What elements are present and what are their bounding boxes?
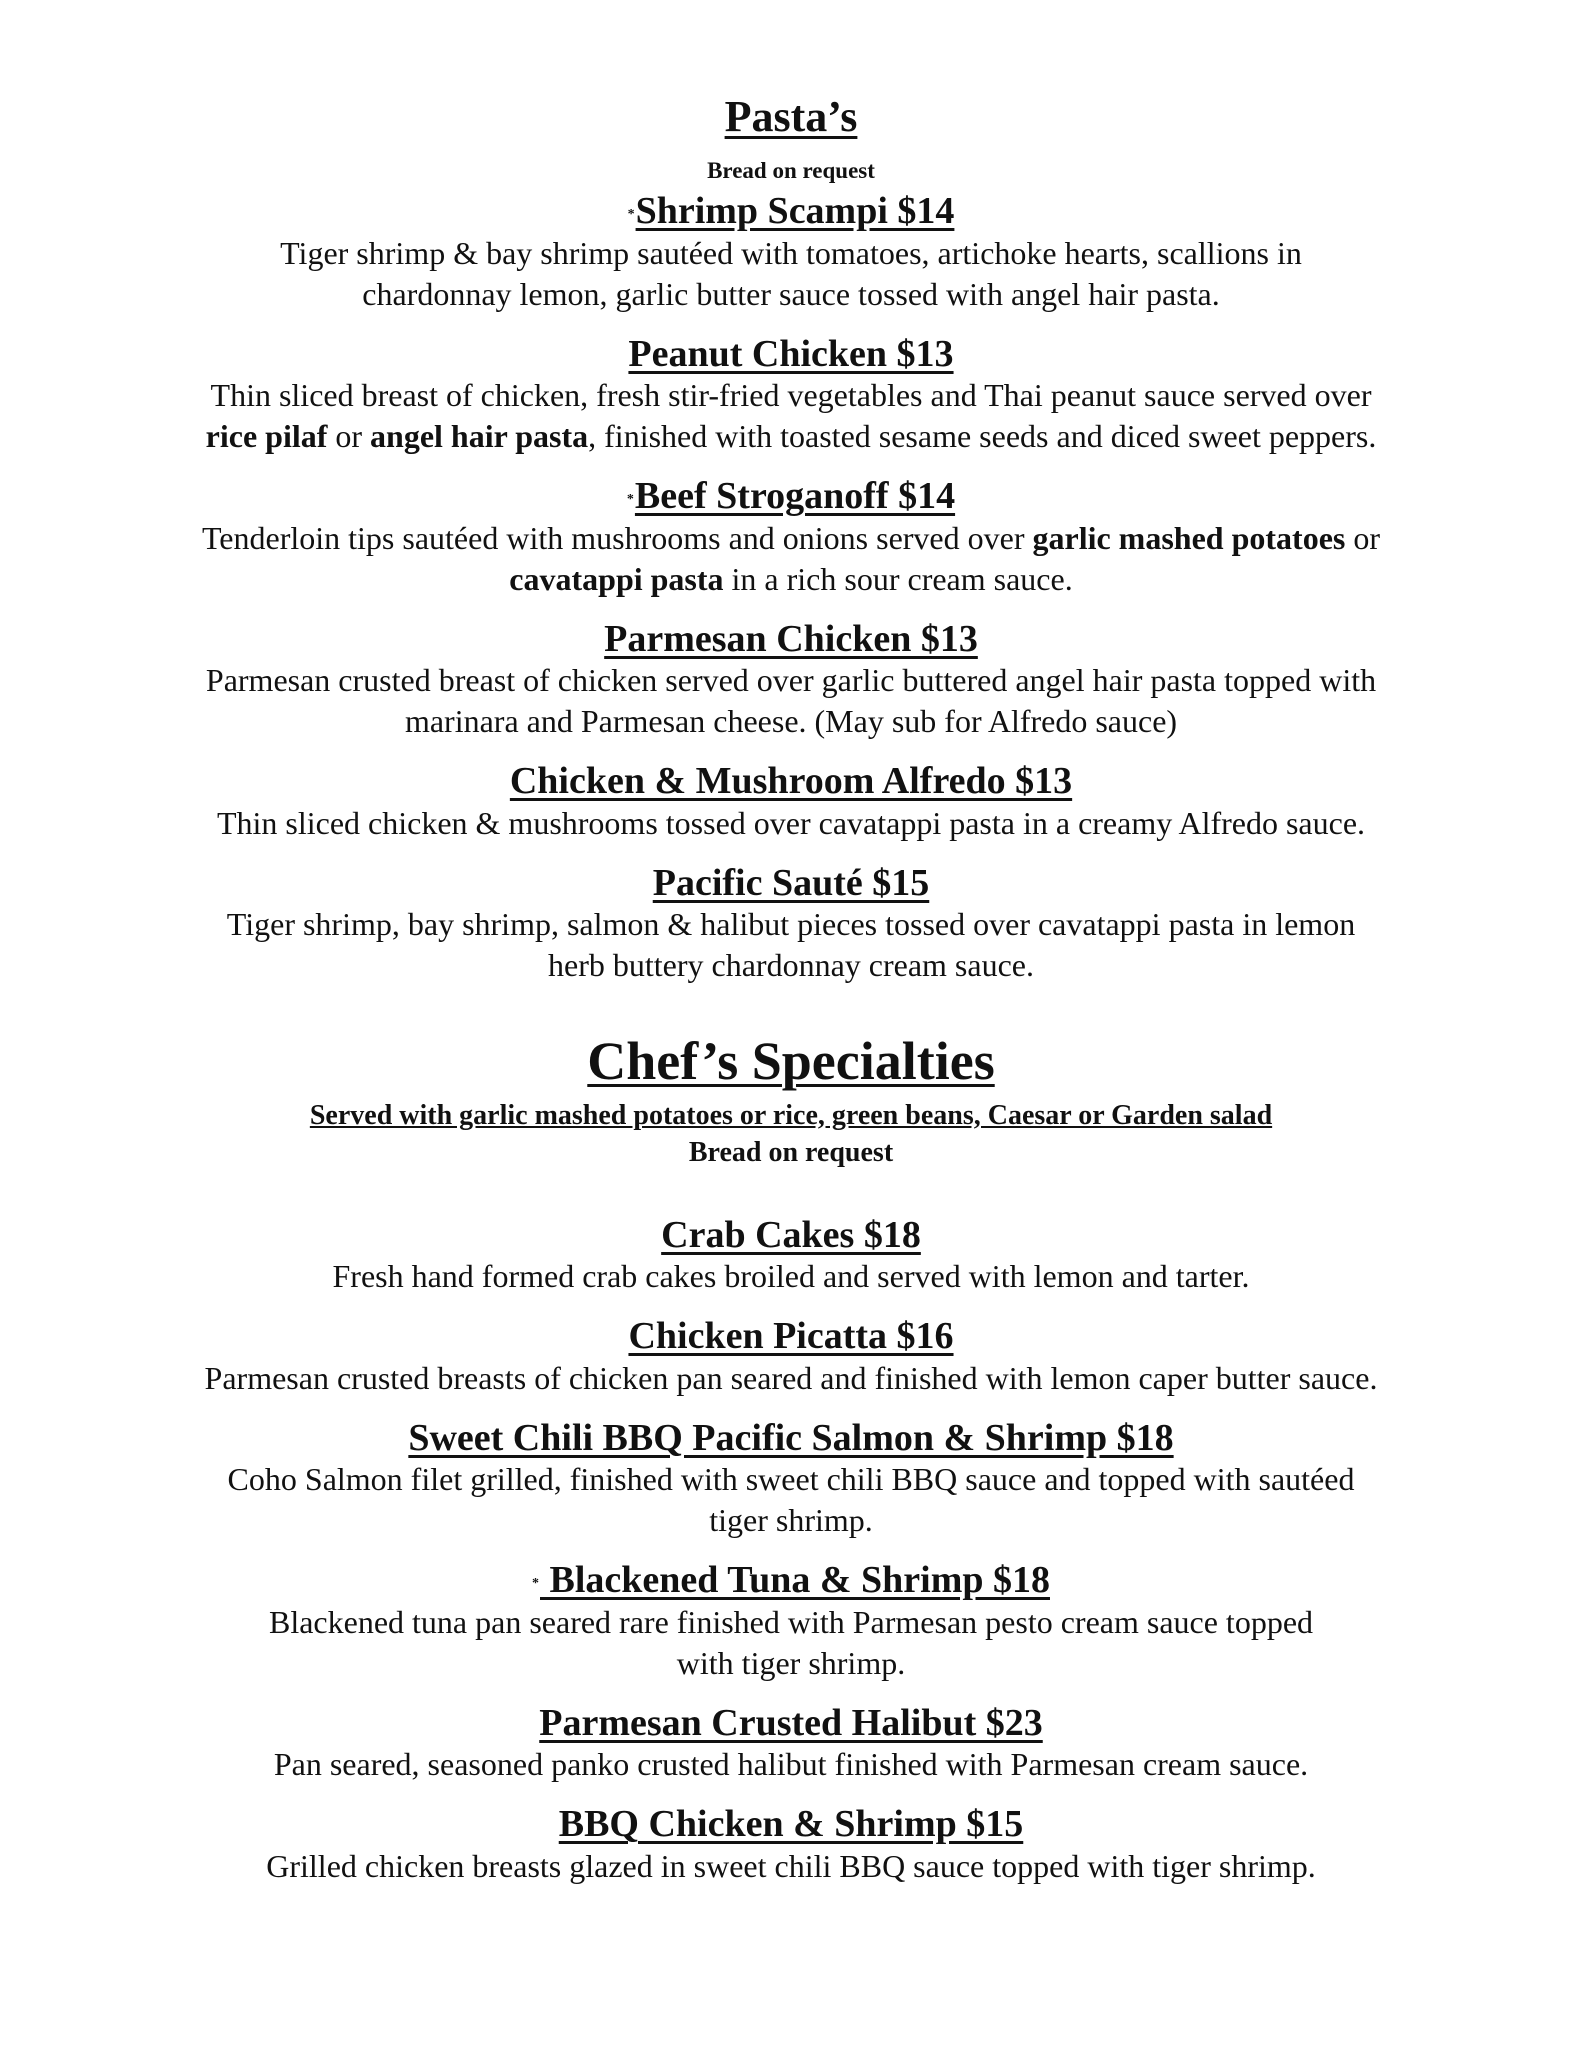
menu-item-title [0,1214,1582,1257]
menu-item-description-line [0,1846,1582,1887]
menu-item-name-price: Chicken Picatta $16 [628,1315,954,1358]
menu-item-title [0,333,1582,376]
menu-item [0,1702,1582,1786]
chefs-spacer [0,1170,1582,1208]
menu-item-description-line [0,233,1582,274]
menu-item-title [0,1315,1582,1358]
menu-item-description-line [0,1744,1582,1785]
menu-item [0,333,1582,458]
menu-item [0,190,1582,315]
pastas-section [0,92,1582,986]
menu-item-name-price: BBQ Chicken & Shrimp $15 [558,1803,1024,1846]
menu-item-title [0,190,1582,233]
menu-item-name-price: Crab Cakes $18 [661,1213,921,1256]
description-text: in a rich sour cream sauce. [723,560,1073,597]
menu-item-description-line [0,660,1582,701]
menu-item-name-price: Parmesan Chicken $13 [604,617,978,660]
menu-item-name-price: Beef Stroganoff $14 [634,475,956,518]
menu-item-name-price: Chicken & Mushroom Alfredo $13 [509,760,1073,803]
description-text: Fresh hand formed crab cakes broiled and served with lemon and tarter. [332,1258,1250,1295]
pastas-title: Pasta’s [724,92,858,141]
menu-item-description-line [0,1256,1582,1297]
description-text: Parmesan crusted breast of chicken served over garlic buttered angel hair pasta topped with [205,662,1377,699]
menu-item-title [0,1559,1582,1602]
menu-item-description-line [0,416,1582,457]
description-text: or [327,418,371,455]
pastas-bread-note: Bread on request [707,157,875,183]
description-text: Grilled chicken breasts glazed in sweet chili BBQ sauce topped with tiger shrimp. [266,1848,1316,1885]
emphasized-option: rice pilaf [205,418,328,455]
menu-item-description-line [0,274,1582,315]
menu-item-name-price: Pacific Sauté $15 [652,861,930,904]
description-text: , finished with toasted sesame seeds and diced sweet peppers. [588,418,1377,455]
description-text: tiger shrimp. [709,1502,873,1539]
menu-item-name-price: Peanut Chicken $13 [628,332,954,375]
description-text: with tiger shrimp. [676,1644,906,1681]
description-text: Tiger shrimp & bay shrimp sautéed with tomatoes, artichoke hearts, scallions in [280,234,1302,271]
description-text: marinara and Parmesan cheese. (May sub for Alfredo sauce) [404,703,1178,740]
menu-item-title [0,1803,1582,1846]
menu-item-title [0,760,1582,803]
menu-item-description-line [0,1459,1582,1500]
menu-item-description-line [0,1602,1582,1643]
menu-item-name-price: Sweet Chili BBQ Pacific Salmon & Shrimp $18 [408,1416,1174,1459]
menu-item-description-line [0,518,1582,559]
chefs-title: Chef’s Specialties [587,1031,995,1092]
emphasized-option: angel hair pasta [370,418,589,455]
emphasized-option: cavatappi pasta [509,560,724,597]
menu-item [0,1559,1582,1684]
menu-item [0,475,1582,600]
description-text: Tiger shrimp, bay shrimp, salmon & halibut pieces tossed over cavatappi pasta in lemon [226,906,1356,943]
menu-item [0,1315,1582,1399]
description-text: or [1345,519,1380,556]
emphasized-option: garlic mashed potatoes [1032,519,1346,556]
chefs-items [0,1214,1582,1887]
description-text: Coho Salmon filet grilled, finished with sweet chili BBQ sauce and topped with sautéed [227,1461,1355,1498]
menu-item [0,1214,1582,1298]
menu-item-title [0,862,1582,905]
menu-item-description-line [0,904,1582,945]
menu-item [0,1803,1582,1887]
description-text: Parmesan crusted breasts of chicken pan seared and finished with lemon caper butter sauce. [204,1359,1378,1396]
chefs-served-note: Served with garlic mashed potatoes or rice, green beans, Caesar or Garden salad [309,1099,1273,1131]
menu-item-description-line [0,945,1582,986]
asterisk-marker: * [532,1575,539,1591]
section-spacer [0,986,1582,1030]
menu-item-description-line [0,701,1582,742]
menu-item-title [0,475,1582,518]
menu-item-title [0,618,1582,661]
menu-item-title [0,1702,1582,1745]
menu-item-description-line [0,1643,1582,1684]
menu-item-description-line [0,1500,1582,1541]
menu-item [0,1417,1582,1542]
menu-item-description-line [0,375,1582,416]
pastas-items [0,190,1582,986]
menu-item [0,760,1582,844]
description-text: Thin sliced chicken & mushrooms tossed over cavatappi pasta in a creamy Alfredo sauce. [216,804,1366,841]
menu-item-description-line [0,803,1582,844]
chefs-bread-note: Bread on request [688,1137,894,1169]
menu-item-title [0,1417,1582,1460]
menu-item-description-line [0,559,1582,600]
menu-item-description-line [0,1358,1582,1399]
menu-item-name-price: Shrimp Scampi $14 [635,190,955,233]
asterisk-marker: * [626,491,634,507]
menu-item [0,618,1582,743]
asterisk-marker: * [627,206,635,222]
chefs-section [0,1030,1582,1887]
description-text: Tenderloin tips sautéed with mushrooms and onions served over [201,519,1033,556]
description-text: Blackened tuna pan seared rare finished with Parmesan pesto cream sauce topped [268,1603,1314,1640]
menu-item-name-price: Blackened Tuna & Shrimp $18 [540,1559,1050,1602]
description-text: Thin sliced breast of chicken, fresh stir-fried vegetables and Thai peanut sauce served over [210,377,1372,414]
menu-item-name-price: Parmesan Crusted Halibut $23 [539,1701,1043,1744]
description-text: chardonnay lemon, garlic butter sauce tossed with angel hair pasta. [362,275,1220,312]
menu-item [0,862,1582,987]
description-text: Pan seared, seasoned panko crusted halibut finished with Parmesan cream sauce. [273,1746,1309,1783]
description-text: herb buttery chardonnay cream sauce. [548,947,1034,984]
